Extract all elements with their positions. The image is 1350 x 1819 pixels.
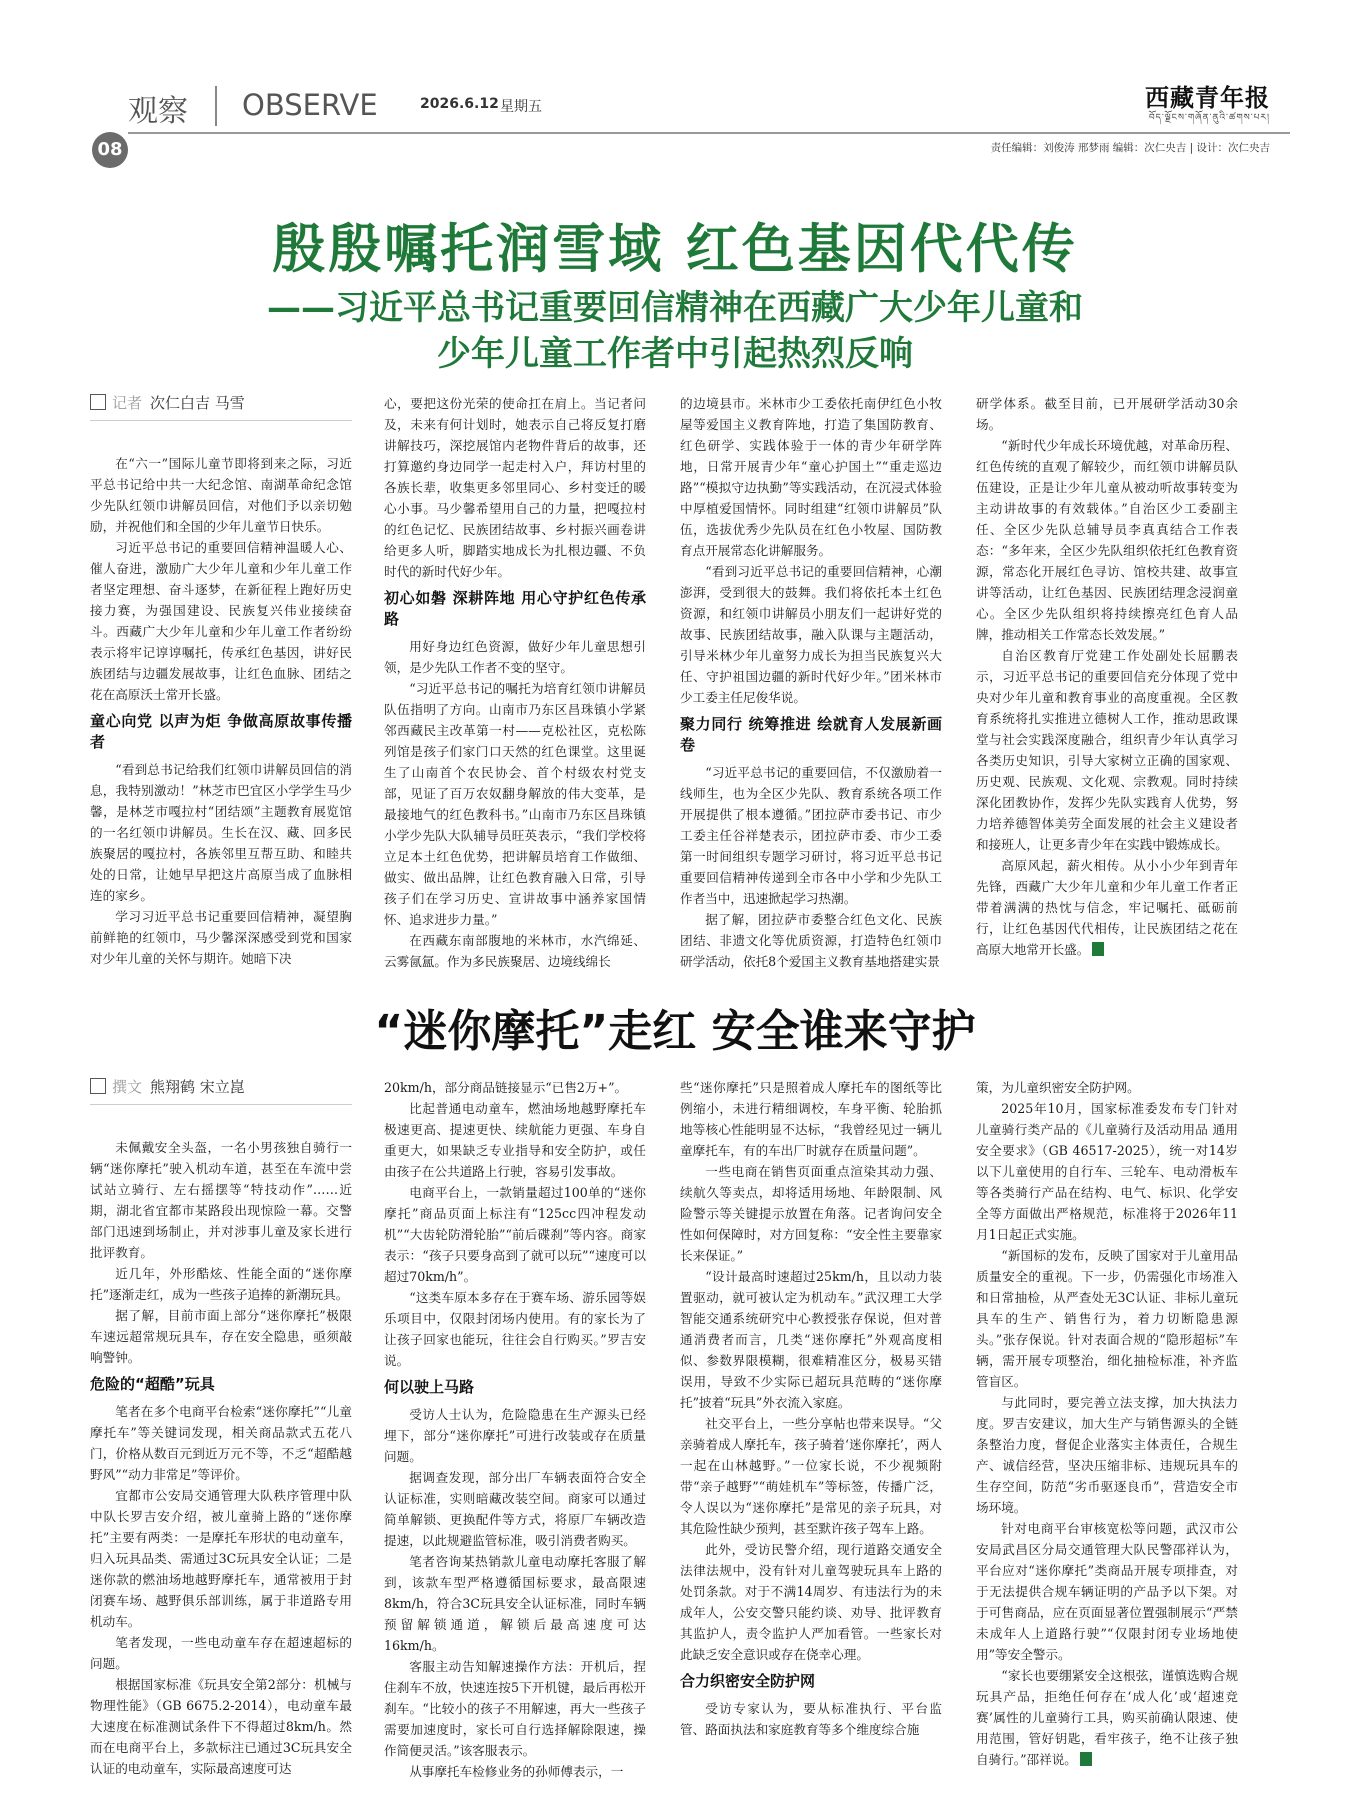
- paragraph: 比起普通电动童车，燃油场地越野摩托车极速更高、提速更快、续航能力更强、车身自重更大，如果缺乏专业指导和安全防护，或任由孩子在公共道路上行驶，容易引发事故。: [384, 1101, 646, 1179]
- paragraph: 针对电商平台审核宽松等问题，武汉市公安局武昌区分局交通管理大队民警邵祥认为，平台应对“迷你摩托”类商品开展专项排查，对于无法提供合规车辆证明的产品予以下架。对于可售商品，应在页面显著位置强制展示“严禁未成年人上道路行驶”“仅限封闭专业场地使用”等安全警示。: [976, 1521, 1238, 1662]
- paragraph: 在“六一”国际儿童节即将到来之际，习近平总书记给中共一大纪念馆、南湖革命纪念馆少先队红领巾讲解员回信，对他们予以亲切勉励，并祝他们和全国的少年儿童节日快乐。: [90, 456, 352, 534]
- pen-icon: [90, 1078, 106, 1094]
- paragraph: 据调查发现，部分出厂车辆表面符合安全认证标准，实则暗藏改装空间。商家可以通过简单解锁、更换配件等方式，将原厂车辆改造提速，以此规避监管标准，吸引消费者购买。: [384, 1470, 646, 1548]
- subheading: 何以驶上马路: [384, 1378, 475, 1396]
- article1-column-1: [90, 393, 352, 985]
- paragraph: 电商平台上，一款销量超过100单的“迷你摩托”商品页面上标注有“125cc四冲程发动机”“大齿轮防滑轮胎”“前后碟刹”等内容。商家表示：“孩子只要身高到了就可以玩”“速度可以超过70km/h”。: [384, 1185, 646, 1284]
- paragraph: “家长也要绷紧安全这根弦，谨慎选购合规玩具产品，拒绝任何存在‘成人化’或‘超速竞赛’属性的儿童骑行工具，购买前确认限速、使用范围，管好钥匙，看牢孩子，绝不让孩子独自骑行。”邵祥说。: [976, 1668, 1238, 1767]
- article1-column-3: [680, 393, 942, 985]
- paragraph: 用好身边红色资源，做好少年儿童思想引领，是少先队工作者不变的坚守。: [384, 639, 646, 675]
- paragraph: 学习习近平总书记重要回信精神，凝望胸前鲜艳的红领巾，马少馨深深感受到党和国家对少年儿童的关怀与期许。她暗下决: [90, 909, 352, 966]
- subheading: 童心向党 以声为炬 争做高原故事传播者: [90, 712, 352, 751]
- paragraph: “看到总书记给我们红领巾讲解员回信的消息，我特别激动！”林芝市巴宜区小学学生马少馨，是林芝市嘎拉村“团结颂”主题教育展览馆的一名红领巾讲解员。生长在汉、藏、回多民族聚居的嘎拉村，各族邻里互帮互助、和睦共处的日常，让她早早把这片高原当成了血脉相连的家乡。: [90, 762, 352, 903]
- article2-column-3: [680, 1077, 942, 1799]
- subheading: 聚力同行 统筹推进 绘就育人发展新画卷: [680, 715, 942, 754]
- article1-subtitle-line2: 少年儿童工作者中引起热烈反响: [437, 334, 913, 374]
- pen-icon: [90, 394, 106, 410]
- article1-title: 殷殷嘱托润雪域 红色基因代代传: [272, 219, 1078, 280]
- article1-column-4: [976, 393, 1238, 985]
- article2-column-2: [384, 1077, 646, 1799]
- paragraph: “设计最高时速超过25km/h，且以动力装置驱动，就可被认定为机动车。”武汉理工大学智能交通系统研究中心教授张存保说，但对普通消费者而言，几类“迷你摩托”外观高度相似、参数界限模糊，很难精准区分，极易买错误用，导致不少实际已超玩具范畴的“迷你摩托”披着“玩具”外衣流入家庭。: [680, 1269, 942, 1410]
- paragraph: 笔者咨询某热销款儿童电动摩托客服了解到，该款车型严格遵循国标要求，最高限速8km/h，符合3C玩具安全认证标准，同时车辆预留解锁通道，解锁后最高速度可达16km/h。: [384, 1554, 646, 1653]
- paragraph: 受访人士认为，危险隐患在生产源头已经埋下，部分“迷你摩托”可进行改装或存在质量问题。: [384, 1407, 646, 1464]
- paragraph: 未佩戴安全头盔，一名小男孩独自骑行一辆“迷你摩托”驶入机动车道，甚至在车流中尝试站立骑行、左右摇摆等“特技动作”……近期，湖北省宜都市某路段出现惊险一幕。交警部门迅速到场制止，并对涉事儿童及家长进行批评教育。: [90, 1140, 352, 1260]
- paragraph: 近几年，外形酷炫、性能全面的“迷你摩托”逐渐走红，成为一些孩子追捧的新潮玩具。: [90, 1266, 352, 1302]
- subheading: 初心如磐 深耕阵地 用心守护红色传承路: [384, 589, 646, 628]
- paragraph: 与此同时，要完善立法支撑，加大执法力度。罗吉安建议，加大生产与销售源头的全链条整治力度，督促企业落实主体责任，合规生产、诚信经营，坚决压缩非标、违规玩具车的生存空间，防范“劣币驱逐良币”，营造安全市场环境。: [976, 1395, 1238, 1515]
- article1-column-2: [384, 393, 646, 985]
- paragraph: “习近平总书记的嘱托为培育红领巾讲解员队伍指明了方向。山南市乃东区昌珠镇小学紧邻西藏民主改革第一村——克松社区，克松陈列馆是孩子们家门口天然的红色课堂。这里诞生了山南首个农民协会、首个村级农村党支部，见证了百万农奴翻身解放的伟大变革，是最接地气的红色教科书。”山南市乃东区昌珠镇小学少先队大队辅导员旺英表示，“我们学校将立足本土红色优势，把讲解员培育工作做细、做实、做出品牌，让红色教育融入日常，引导孩子们在学习历史、宣讲故事中涵养家国情怀、追求进步力量。”: [384, 681, 646, 927]
- byline-names: 次仁白吉 马雪: [150, 394, 245, 412]
- paragraph: 自治区教育厅党建工作处副处长屈鹏表示，习近平总书记的重要回信充分体现了党中央对少年儿童和教育事业的高度重视。全区教育系统将扎实推进立德树人工作，推动思政课堂与社会实践深度融合，组织青少年认真学习各类历史知识，引导大家树立正确的国家观、历史观、民族观、文化观、宗教观。同时持续深化团教协作，发挥少先队实践育人优势，努力培养德智体美劳全面发展的社会主义建设者和接班人，让更多青少年在实践中锻炼成长。: [976, 648, 1238, 852]
- paragraph: 笔者发现，一些电动童车存在超速超标的问题。: [90, 1635, 352, 1671]
- paragraph: 20km/h，部分商品链接显示“已售2万+”。: [384, 1080, 628, 1095]
- publication-date: 2026.6.12: [420, 96, 499, 112]
- paragraph: 笔者在多个电商平台检索“迷你摩托”“儿童摩托车”等关键词发现，相关商品款式五花八门，价格从数百元到近万元不等，不乏“超酷越野风”“动力非常足”等评价。: [90, 1404, 352, 1482]
- paragraph: 研学体系。截至目前，已开展研学活动30余场。: [976, 396, 1238, 432]
- byline-role: 记者: [112, 394, 143, 412]
- paragraph: 此外，受访民警介绍，现行道路交通安全法律法规中，没有针对儿童驾驶玩具车上路的处罚条款。对于不满14周岁、有违法行为的未成年人，公安交警只能约谈、劝导、批评教育其监护人，责令监护人严加看管。一些家长对此缺乏安全意识或存在侥幸心理。: [680, 1542, 942, 1662]
- paragraph: 客服主动告知解速操作方法：开机后，捏住刹车不放，快速连按5下开机键，最后再松开刹车。“比较小的孩子不用解速，再大一些孩子需要加速度时，家长可自行选择解除限速，操作简便灵活。”该客服表示。: [384, 1659, 646, 1758]
- header-rule: [128, 132, 1290, 134]
- paragraph: 从事摩托车检修业务的孙师傅表示，一: [409, 1764, 624, 1779]
- paragraph: 策，为儿童织密安全防护网。: [976, 1080, 1140, 1095]
- editors-credit: 责任编辑：刘俊涛 邢梦雨 编辑：次仁央吉 | 设计：次仁央吉: [990, 142, 1270, 154]
- paragraph: “新时代少年成长环境优越，对革命历程、红色传统的直观了解较少，而红领巾讲解员队伍建设，正是让少年儿童从被动听故事转变为主动讲故事的有效载体。”自治区少工委副主任、全区少先队总辅导员李真真结合工作表态：“多年来，全区少先队组织依托红色教育资源，常态化开展红色寻访、馆校共建、故事宣讲等活动，让红色基因、民族团结理念浸润童心。全区少先队组织将持续擦亮红色育人品牌，推动相关工作常态长效发展。”: [976, 438, 1238, 642]
- paragraph: 2025年10月，国家标准委发布专门针对儿童骑行类产品的《儿童骑行及活动用品 通用安全要求》（GB 46517-2025），统一对14岁以下儿童使用的自行车、三轮车、电动滑板车等各类骑行产品在结构、电气、标识、化学安全等方面做出严格规范，标准将于2026年11月1日起正式实施。: [976, 1101, 1238, 1242]
- section-divider: [215, 86, 217, 126]
- paragraph: 社交平台上，一些分享帖也带来误导。“父亲骑着成人摩托车，孩子骑着‘迷你摩托’，两人一起在山林越野。”一位家长说，不少视频附带“亲子越野”“萌娃机车”等标签，传播广泛，令人误以为“迷你摩托”是常见的亲子玩具，对其危险性缺少预判，甚至默许孩子驾车上路。: [680, 1416, 942, 1536]
- paragraph: 一些电商在销售页面重点渲染其动力强、续航久等卖点，却将适用场地、年龄限制、风险警示等关键提示放置在角落。记者询问安全性如何保障时，对方回复称：“安全性主要靠家长来保证。”: [680, 1164, 942, 1263]
- paragraph: 些“迷你摩托”只是照着成人摩托车的图纸等比例缩小，未进行精细调校，车身平衡、轮胎抓地等核心性能明显不达标，“我曾经见过一辆儿童摩托车，有的车出厂时就存在质量问题”。: [680, 1080, 942, 1158]
- subheading: 合力织密安全防护网: [680, 1672, 816, 1690]
- paragraph: 受访专家认为，要从标准执行、平台监管、路面执法和家庭教育等多个维度综合施: [680, 1701, 942, 1737]
- subheading: 危险的“超酷”玩具: [90, 1375, 215, 1393]
- paragraph: 习近平总书记的重要回信精神温暖人心、催人奋进，激励广大少年儿童和少年儿童工作者坚定理想、奋斗逐梦，在新征程上跑好历史接力赛，为强国建设、民族复兴伟业接续奋斗。西藏广大少年儿童和少年儿童工作者纷纷表示将牢记谆谆嘱托，传承红色基因，讲好民族团结与边疆发展故事，让红色血脉、团结之花在高原沃土常开长盛。: [90, 540, 352, 702]
- article2-column-4: [976, 1077, 1238, 1799]
- paragraph: 高原风起，薪火相传。从小小少年到青年先锋，西藏广大少年儿童和少年儿童工作者正带着满满的热忱与信念，牢记嘱托、砥砺前行，让红色基因代代相传，让民族团结之花在高原大地常开长盛。: [976, 858, 1238, 957]
- article2-byline: [90, 1077, 352, 1105]
- byline-role: 撰文: [112, 1078, 143, 1096]
- paragraph: 宜都市公安局交通管理大队秩序管理中队中队长罗吉安介绍，被儿童骑上路的“迷你摩托”主要有两类：一是摩托车形状的电动童车，归入玩具品类、需通过3C玩具安全认证；二是迷你款的燃油场地越野摩托车，通常被用于封闭赛车场、越野俱乐部训练，属于非道路专用机动车。: [90, 1488, 352, 1629]
- article2-title: “迷你摩托”走红 安全谁来守护: [374, 1006, 976, 1057]
- article-end-mark: [1092, 942, 1104, 956]
- article-end-mark: [1080, 1752, 1092, 1766]
- article2-column-1: [90, 1077, 352, 1799]
- page-number: 08: [92, 132, 128, 168]
- newspaper-logo-tibetan: བོད་ལྗོངས་གཞོན་ནུའི་ཚགས་པར།: [1148, 113, 1270, 123]
- paragraph: 据了解，团拉萨市委整合红色文化、民族团结、非遗文化等优质资源，打造特色红领巾研学活动，依托8个爱国主义教育基地搭建实景: [680, 912, 942, 969]
- paragraph: “新国标的发布，反映了国家对于儿童用品质量安全的重视。下一步，仍需强化市场准入和日常抽检，从严查处无3C认证、非标儿童玩具车的生产、销售行为，着力切断隐患源头。”张存保说。针对表面合规的“隐形超标”车辆，需开展专项整治，细化抽检标准，补齐监管盲区。: [976, 1248, 1238, 1389]
- newspaper-logo: 西藏青年报: [1145, 83, 1270, 112]
- article1-byline: [90, 393, 352, 421]
- paragraph: 心，要把这份光荣的使命扛在肩上。当记者问及，未来有何计划时，她表示自己将反复打磨讲解技巧，深挖展馆内老物件背后的故事，还打算邀约身边同学一起走村入户，拜访村里的各族长辈，收集更多邻里同心、乡村变迁的暖心小事。马少馨希望用自己的力量，把嘎拉村的红色记忆、民族团结故事、乡村振兴画卷讲给更多人听，脚踏实地成长为扎根边疆、不负时代的新时代好少年。: [384, 396, 646, 579]
- publication-weekday: 星期五: [500, 99, 542, 115]
- paragraph: 据了解，目前市面上部分“迷你摩托”极限车速远超常规玩具车，存在安全隐患，亟须敲响警钟。: [90, 1308, 352, 1365]
- paragraph: “这类车原本多存在于赛车场、游乐园等娱乐项目中，仅限封闭场内使用。有的家长为了让孩子回家也能玩，往往会自行购买。”罗吉安说。: [384, 1290, 646, 1368]
- section-name: 观察: [128, 94, 188, 129]
- paragraph: 根据国家标准《玩具安全第2部分：机械与物理性能》（GB 6675.2-2014），电动童车最大速度在标准测试条件下不得超过8km/h。然而在电商平台上，多款标注已通过3C玩具安全认证的电动童车，实际最高速度可达: [90, 1677, 352, 1776]
- paragraph: “习近平总书记的重要回信，不仅激励着一线师生，也为全区少先队、教育系统各项工作开展提供了根本遵循。”团拉萨市委书记、市少工委主任谷祥楚表示，团拉萨市委、市少工委第一时间组织专题学习研讨，将习近平总书记重要回信精神传递到全市各中小学和少先队工作者当中，迅速掀起学习热潮。: [680, 765, 942, 906]
- paragraph: 在西藏东南部腹地的米林市，水汽绵延、云雾氤氲。作为多民族聚居、边境线绵长: [384, 933, 646, 969]
- byline-names: 熊翔鹤 宋立崑: [150, 1078, 245, 1096]
- section-name-en: OBSERVE: [242, 88, 378, 122]
- paragraph: “看到习近平总书记的重要回信精神，心潮澎湃，受到很大的鼓舞。我们将依托本土红色资源，和红领巾讲解员小朋友们一起讲好党的故事、民族团结故事，融入队课与主题活动，引导米林少年儿童努力成长为担当民族复兴大任、守护祖国边疆的新时代好少年。”团米林市少工委主任尼俊华说。: [680, 564, 942, 705]
- article1-subtitle-line1: ——习近平总书记重要回信精神在西藏广大少年儿童和: [267, 288, 1083, 328]
- paragraph: 的边境县市。米林市少工委依托南伊红色小牧屋等爱国主义教育阵地，打造了集国防教育、红色研学、实践体验于一体的青少年研学阵地，日常开展青少年“童心护国土”“重走巡边路”“模拟守边执勤”等实践活动，在沉浸式体验中厚植爱国情怀。同时组建“红领巾讲解员”队伍，选拔优秀少先队员在红色小牧屋、国防教育点开展常态化讲解服务。: [680, 396, 942, 558]
